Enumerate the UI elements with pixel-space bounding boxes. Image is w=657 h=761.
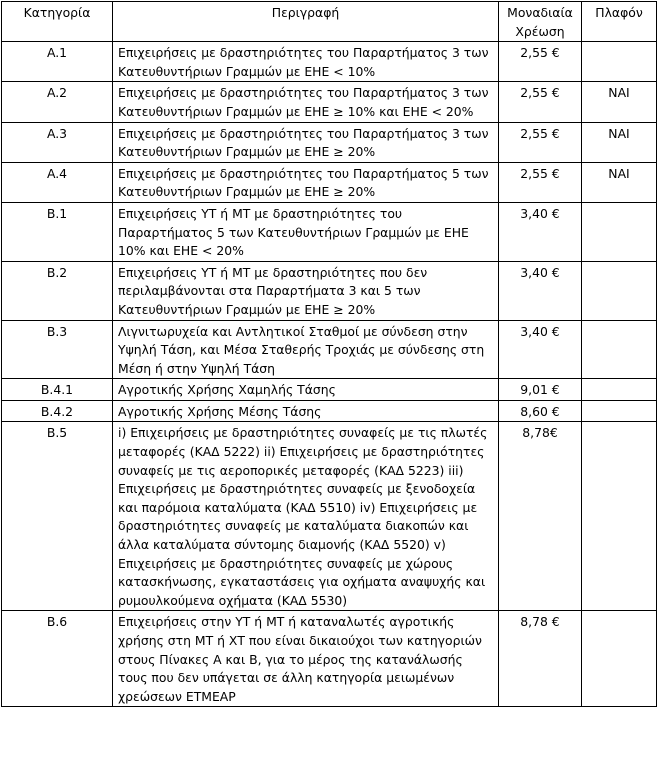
cap-cell [582,42,657,82]
unit-charge-cell: 2,55 € [499,162,582,202]
table-row [2,422,657,611]
unit-charge-cell: 3,40 € [499,202,582,261]
table-row [2,320,657,379]
unit-charge-cell: 3,40 € [499,320,582,379]
unit-charge-cell: 8,78€ [499,422,582,611]
cap-cell [582,400,657,422]
unit-charge-cell: 3,40 € [499,261,582,320]
header-cap: Πλαφόν [582,2,657,42]
unit-charge-cell: 2,55 € [499,42,582,82]
category-cell: B.4.1 [2,379,113,401]
category-cell: A.2 [2,82,113,122]
description-cell: Επιχειρήσεις με δραστηριότητες του Παραρτήματος 5 των Κατευθυντήριων Γραμμών με ΕΗΕ ≥ 20% [113,162,499,202]
unit-charge-cell: 2,55 € [499,122,582,162]
category-cell: B.1 [2,202,113,261]
cap-cell [582,202,657,261]
category-cell: B.3 [2,320,113,379]
table-row [2,611,657,707]
cap-cell [582,320,657,379]
description-cell: Επιχειρήσεις με δραστηριότητες του Παραρτήματος 3 των Κατευθυντήριων Γραμμών με ΕΗΕ < 10% [113,42,499,82]
header-category: Κατηγορία [2,2,113,42]
table-row [2,202,657,261]
table-row [2,162,657,202]
table-row [2,379,657,401]
cap-cell [582,379,657,401]
description-cell: Επιχειρήσεις με δραστηριότητες του Παραρτήματος 3 των Κατευθυντήριων Γραμμών με ΕΗΕ ≥ 20% [113,122,499,162]
category-cell: B.4.2 [2,400,113,422]
category-cell: B.6 [2,611,113,707]
table-row [2,82,657,122]
table-row [2,400,657,422]
category-cell: A.4 [2,162,113,202]
cap-cell: ΝΑΙ [582,82,657,122]
description-cell: Αγροτικής Χρήσης Χαμηλής Τάσης [113,379,499,401]
description-cell: Λιγνιτωρυχεία και Αντλητικοί Σταθμοί με σύνδεση στην Υψηλή Τάση, και Μέσα Σταθερής Τροχιάς με σύνδεσης στη Μέση ή στην Υψηλή Τάση [113,320,499,379]
header-description: Περιγραφή [113,2,499,42]
cap-cell [582,611,657,707]
cap-cell [582,261,657,320]
description-cell: Επιχειρήσεις ΥΤ ή ΜΤ με δραστηριότητες του Παραρτήματος 5 των Κατευθυντήριων Γραμμών με ΕΗΕ 10% και ΕΗΕ < 20% [113,202,499,261]
description-cell: Επιχειρήσεις ΥΤ ή ΜΤ με δραστηριότητες που δεν περιλαμβάνονται στα Παραρτήματα 3 και 5 των Κατευθυντήριων Γραμμών με ΕΗΕ ≥ 20% [113,261,499,320]
table-row [2,261,657,320]
description-cell: Αγροτικής Χρήσης Μέσης Τάσης [113,400,499,422]
description-cell: Επιχειρήσεις στην ΥΤ ή ΜΤ ή καταναλωτές αγροτικής χρήσης στη ΜΤ ή ΧΤ που είναι δικαιούχοι των κατηγοριών στους Πίνακες Α και Β, για το μέρος της κατανάλωσής τους που δεν υπάγεται σε άλλη κατηγορία μειωμένων χρεώσεων ΕΤΜΕΑΡ [113,611,499,707]
category-cell: A.3 [2,122,113,162]
unit-charge-cell: 9,01 € [499,379,582,401]
category-cell: B.2 [2,261,113,320]
description-cell: i) Επιχειρήσεις με δραστηριότητες συναφείς με τις πλωτές μεταφορές (ΚΑΔ 5222) ii) Επιχειρήσεις με δραστηριότητες συναφείς με τις αεροπορικές μεταφορές (ΚΑΔ 5223) iii) Επιχειρήσεις με δραστηριότητες συναφείς με ξενοδοχεία και παρόμοια καταλύματα (ΚΑΔ 5510) iv) Επιχειρήσεις με δραστηριότητες συναφείς με καταλύματα διακοπών και άλλα καταλύματα σύντομης διαμονής (ΚΑΔ 5520) v) Επιχειρήσεις με δραστηριότητες συναφείς με χώρους κατασκήνωσης, εγκαταστάσεις για οχήματα αναψυχής και ρυμουλκούμενα οχήματα (ΚΑΔ 5530) [113,422,499,611]
category-cell: B.5 [2,422,113,611]
table-row [2,42,657,82]
description-cell: Επιχειρήσεις με δραστηριότητες του Παραρτήματος 3 των Κατευθυντήριων Γραμμών με ΕΗΕ ≥ 10% και ΕΗΕ < 20% [113,82,499,122]
cap-cell [582,422,657,611]
category-cell: A.1 [2,42,113,82]
unit-charge-cell: 2,55 € [499,82,582,122]
cap-cell: ΝΑΙ [582,162,657,202]
header-row [2,2,657,42]
unit-charge-cell: 8,78 € [499,611,582,707]
cap-cell: ΝΑΙ [582,122,657,162]
unit-charge-cell: 8,60 € [499,400,582,422]
table-row [2,122,657,162]
charges-table [1,1,657,707]
header-unit-charge: Μοναδιαία Χρέωση [499,2,582,42]
